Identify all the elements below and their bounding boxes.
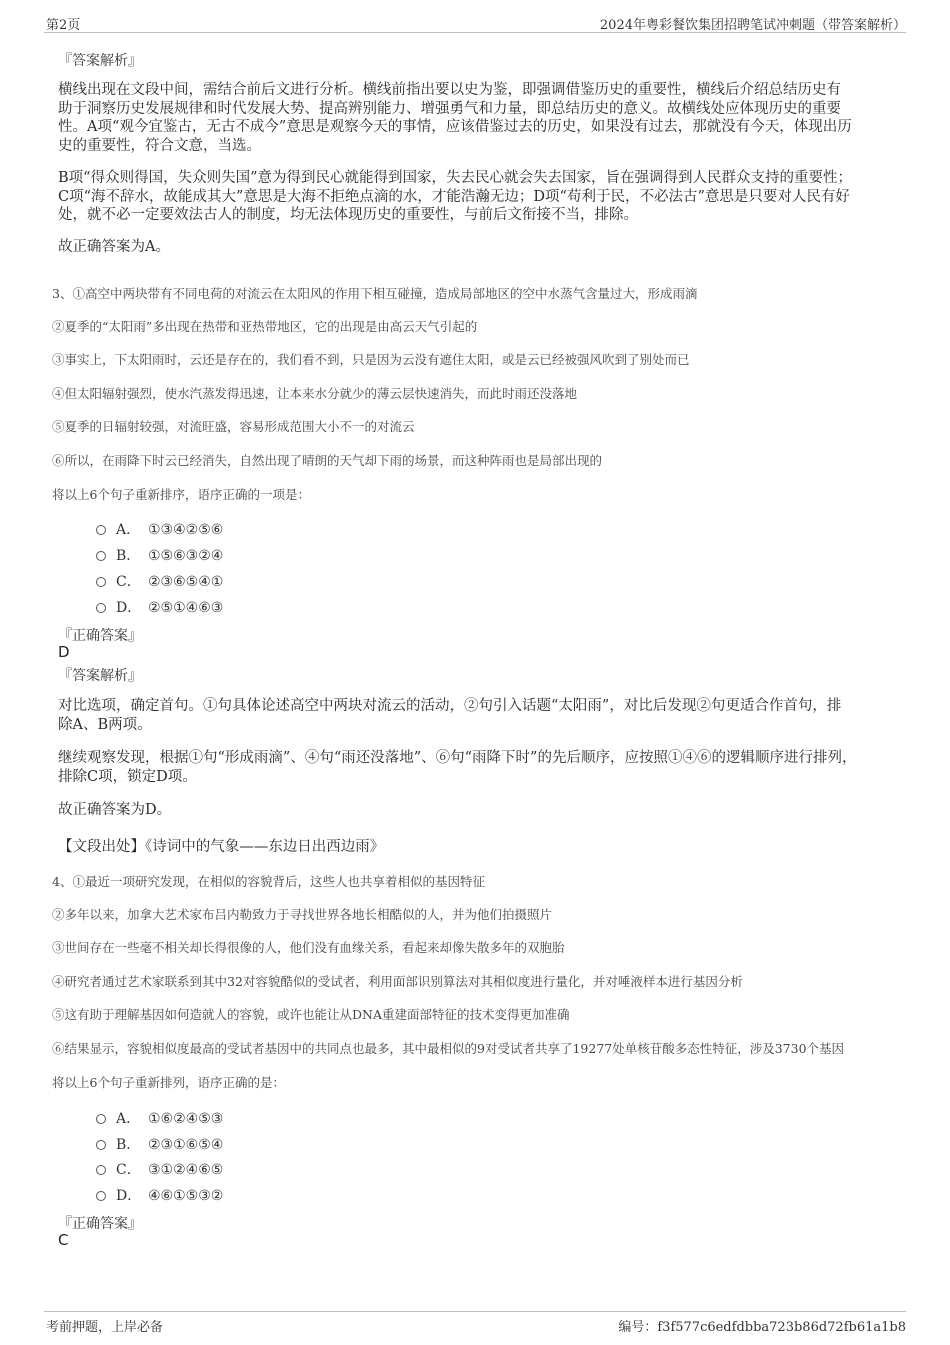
text-line: 对比选项，确定首句。①句具体论述高空中两块对流云的活动，②句引入话题“太阳雨”，对比后发现②句更适合作首句，排 <box>58 698 842 714</box>
q4-answer: C <box>58 1231 69 1249</box>
radio-circle-icon[interactable] <box>96 525 106 535</box>
q3-prompt: 将以上6个句子重新排序，语序正确的一项是： <box>52 487 310 502</box>
option-letter: B． <box>116 1137 141 1153</box>
radio-circle-icon[interactable] <box>96 1140 106 1150</box>
option-letter: B． <box>116 548 141 564</box>
q4-option-d[interactable] <box>96 1185 223 1205</box>
q2-analysis-paragraph-1 <box>58 81 884 155</box>
q3-sentence-2: ②夏季的“太阳雨”多出现在热带和亚热带地区，它的出现是由高云天气引起的 <box>52 319 478 334</box>
q4-sentence-4: ④研究者通过艺术家联系到其中32对容貌酷似的受试者，利用面部识别算法对其相似度进行量化，并对唾液样本进行基因分析 <box>52 974 743 989</box>
text-line: 史的重要性，符合文意，当选。 <box>58 137 261 154</box>
option-letter: D． <box>116 1188 142 1204</box>
q2-analysis-label: 『答案解析』 <box>58 53 142 69</box>
q4-option-c[interactable] <box>96 1159 223 1179</box>
q3-sentence-5: ⑤夏季的日辐射较强，对流旺盛，容易形成范围大小不一的对流云 <box>52 419 415 434</box>
q2-conclusion: 故正确答案为A。 <box>58 239 170 255</box>
document-code: 编号：f3f577c6edfdbba723b86d72fb61a1b8 <box>618 1320 906 1335</box>
option-text: ②⑤①④⑥③ <box>148 600 224 616</box>
q4-sentence-5: ⑤这有助于理解基因如何造就人的容貌，或许也能让从DNA重建面部特征的技术变得更加准确 <box>52 1007 570 1022</box>
radio-circle-icon[interactable] <box>96 577 106 587</box>
q4-answer-label: 『正确答案』 <box>58 1216 142 1232</box>
q4-sentence-3: ③世间存在一些毫不相关却长得很像的人，他们没有血缘关系，看起来却像失散多年的双胞胎 <box>52 940 565 955</box>
option-text: ①⑤⑥③②④ <box>148 548 224 564</box>
page-number: 第2页 <box>46 18 81 33</box>
option-letter: A． <box>116 522 141 538</box>
footer-slogan: 考前押题，上岸必备 <box>46 1320 164 1335</box>
q3-analysis-paragraph-2 <box>58 749 884 786</box>
q3-conclusion: 故正确答案为D。 <box>58 802 172 818</box>
option-letter: C． <box>116 574 141 590</box>
page-footer <box>44 1311 906 1336</box>
text-line: B项“得众则得国，失众则失国”意为得到民心就能得到国家，失去民心就会失去国家，旨在强调得到人民群众支持的重要性； <box>58 170 852 186</box>
page-header <box>44 12 906 33</box>
radio-circle-icon[interactable] <box>96 1191 106 1201</box>
option-text: ①⑥②④⑤③ <box>148 1111 224 1127</box>
q3-option-d[interactable] <box>96 597 223 617</box>
option-text: ②③①⑥⑤④ <box>148 1137 224 1153</box>
q3-option-a[interactable] <box>96 519 223 539</box>
q4-option-b[interactable] <box>96 1134 223 1154</box>
text-line: 助于洞察历史发展规律和时代发展大势、提高辨别能力、增强勇气和力量，即总结历史的意义。故横线处应体现历史的重要 <box>58 100 841 117</box>
q3-sentence-6: ⑥所以，在雨降下时云已经消失，自然出现了晴朗的天气却下雨的场景，而这种阵雨也是局部出现的 <box>52 453 603 468</box>
option-text: ④⑥①⑤③② <box>148 1188 224 1204</box>
option-text: ③①②④⑥⑤ <box>148 1162 224 1178</box>
q3-sentence-3: ③事实上，下太阳雨时，云还是存在的，我们看不到，只是因为云没有遮住太阳，或是云已经被强风吹到了别处而已 <box>52 352 690 367</box>
q2-analysis-paragraph-2 <box>58 169 884 225</box>
radio-circle-icon[interactable] <box>96 603 106 613</box>
q3-answer: D <box>58 643 70 661</box>
q4-prompt: 将以上6个句子重新排列，语序正确的是： <box>52 1075 285 1090</box>
q4-sentence-2: ②多年以来，加拿大艺术家布吕内勒致力于寻找世界各地长相酷似的人，并为他们拍摄照片 <box>52 907 553 922</box>
q3-answer-label: 『正确答案』 <box>58 628 142 644</box>
document-title: 2024年粤彩餐饮集团招聘笔试冲刺题（带答案解析） <box>599 18 906 33</box>
option-letter: C． <box>116 1162 141 1178</box>
text-line: 除A、B两项。 <box>58 716 152 733</box>
q3-option-b[interactable] <box>96 545 223 565</box>
q3-analysis-paragraph-1 <box>58 697 884 734</box>
q3-option-c[interactable] <box>96 571 223 591</box>
q3-analysis-label: 『答案解析』 <box>58 668 142 684</box>
option-letter: D． <box>116 600 142 616</box>
radio-circle-icon[interactable] <box>96 1165 106 1175</box>
radio-circle-icon[interactable] <box>96 1114 106 1124</box>
text-line: 性。A项“观今宜鉴古，无古不成今”意思是观察今天的事情，应该借鉴过去的历史，如果没有过去，那就没有今天，体现出历 <box>58 119 852 135</box>
text-line: 继续观察发现，根据①句“形成雨滴”、④句“雨还没落地”、⑥句“雨降下时”的先后顺序，应按照①④⑥的逻辑顺序进行排列， <box>58 750 857 766</box>
q3-source: 【文段出处】《诗词中的气象——东边日出西边雨》 <box>58 839 385 855</box>
q4-sentence-1: 4、①最近一项研究发现，在相似的容貌背后，这些人也共享着相似的基因特征 <box>52 874 485 889</box>
text-line: 横线出现在文段中间，需结合前后文进行分析。横线前指出要以史为鉴，即强调借鉴历史的重要性，横线后介绍总结历史有 <box>58 82 841 98</box>
text-line: C项“海不辞水，故能成其大”意思是大海不拒绝点滴的水，才能浩瀚无边；D项“苟利于民，不必法古”意思是只要对人民有好 <box>58 188 850 205</box>
q3-sentence-1: 3、①高空中两块带有不同电荷的对流云在太阳风的作用下相互碰撞，造成局部地区的空中水蒸气含量过大，形成雨滴 <box>52 286 698 301</box>
text-line: 排除C项，锁定D项。 <box>58 768 197 785</box>
q4-sentence-6: ⑥结果显示，容貌相似度最高的受试者基因中的共同点也最多，其中最相似的9对受试者共享了19277处单核苷酸多态性特征，涉及3730个基因 <box>52 1041 845 1056</box>
option-text: ①③④②⑤⑥ <box>148 522 224 538</box>
option-letter: A． <box>116 1111 141 1127</box>
q4-option-a[interactable] <box>96 1108 223 1128</box>
radio-circle-icon[interactable] <box>96 551 106 561</box>
q3-sentence-4: ④但太阳辐射强烈，使水汽蒸发得迅速，让本来水分就少的薄云层快速消失，而此时雨还没落地 <box>52 386 578 401</box>
option-text: ②③⑥⑤④① <box>148 574 224 590</box>
text-line: 处，就不必一定要效法古人的制度，均无法体现历史的重要性，与前后文衔接不当，排除。 <box>58 207 638 223</box>
